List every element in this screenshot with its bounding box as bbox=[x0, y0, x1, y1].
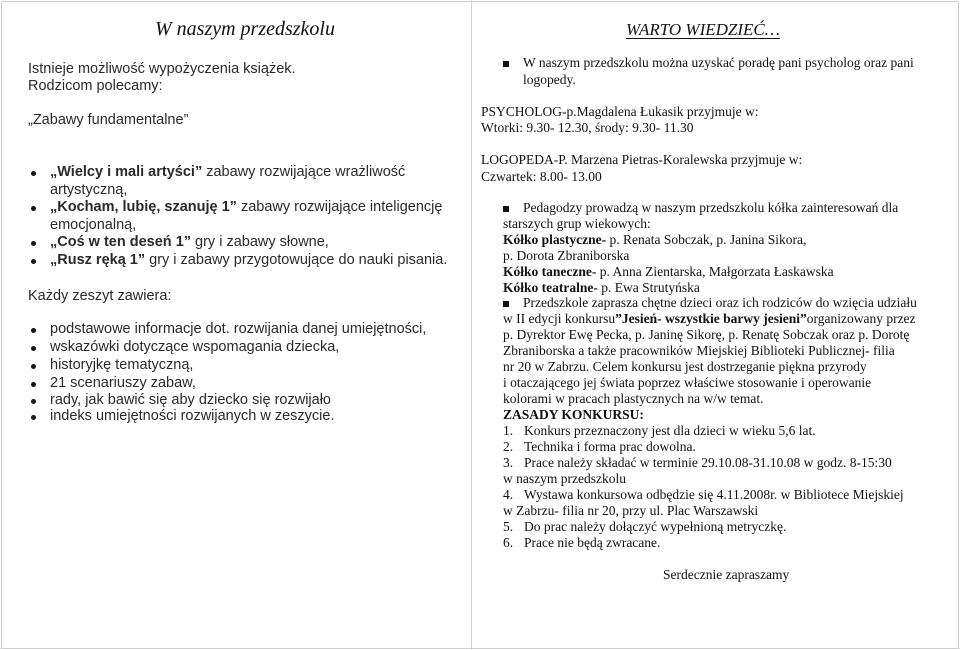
advice-text: W naszym przedszkolu można uzyskać poradę pani psycholog oraz pani bbox=[523, 55, 914, 70]
bullet-icon bbox=[31, 171, 36, 176]
notebook-heading: Każdy zeszyt zawiera: bbox=[28, 288, 172, 304]
rule-text-cont: w naszym przedszkolu bbox=[503, 471, 626, 486]
rule-text: Konkurs przeznaczony jest dla dzieci w wieku 5,6 lat. bbox=[524, 423, 816, 438]
psychologist-info bbox=[481, 104, 758, 120]
bullet-icon bbox=[31, 382, 36, 387]
list-item: podstawowe informacje dot. rozwijania danej umiejętności, bbox=[50, 321, 427, 337]
club-dance bbox=[503, 264, 834, 280]
club-art-leaders-cont: p. Dorota Zbraniborska bbox=[503, 248, 630, 263]
right-title: WARTO WIEDZIEĆ… bbox=[626, 20, 780, 39]
rule-text: Technika i forma prac dowolna. bbox=[524, 439, 696, 454]
club-art-leaders: p. Renata Sobczak, p. Janina Sikora, bbox=[606, 232, 807, 247]
club-theatre-label: Kółko teatralne- bbox=[503, 280, 598, 295]
psychologist-text: p.Magdalena Łukasik przyjmuje w: bbox=[566, 104, 759, 119]
contest-text-line bbox=[503, 311, 916, 327]
game-description: zabawy rozwijające inteligencję bbox=[236, 199, 443, 215]
club-art bbox=[503, 232, 806, 248]
list-item: historyjkę tematyczną, bbox=[50, 357, 194, 373]
game-title: „Kocham, lubię, szanuję 1” bbox=[50, 199, 237, 215]
intro-text: Istnieje możliwość wypożyczenia książek. bbox=[28, 61, 296, 77]
game-title: „Coś w ten deseń 1” bbox=[50, 234, 192, 250]
square-bullet-icon bbox=[503, 61, 509, 67]
game-description-cont: artystyczną, bbox=[50, 182, 128, 198]
left-title: W naszym przedszkolu bbox=[155, 18, 335, 40]
contest-text: Przedszkole zaprasza chętne dzieci oraz ich rodziców do wzięcia udziału bbox=[523, 295, 917, 310]
rule-number: 6. bbox=[503, 535, 514, 550]
speech-therapist-label: LOGOPEDA- bbox=[481, 152, 559, 167]
contest-text-line: nr 20 w Zabrzu. Celem konkursu jest dostrzeganie piękna przyrody bbox=[503, 359, 867, 374]
club-art-label: Kółko plastyczne- bbox=[503, 232, 607, 247]
list-item bbox=[50, 164, 405, 180]
game-title: „Wielcy i mali artyści” bbox=[50, 164, 203, 180]
psychologist-hours: Wtorki: 9.30- 12.30, środy: 9.30- 11.30 bbox=[481, 120, 694, 135]
closing-text: Serdecznie zapraszamy bbox=[663, 567, 790, 582]
recommend-text: Rodzicom polecamy: bbox=[28, 78, 163, 94]
list-item: rady, jak bawić się aby dziecko się rozwijało bbox=[50, 392, 331, 408]
rules-heading: ZASADY KONKURSU: bbox=[503, 407, 644, 422]
advice-text-cont: logopedy. bbox=[523, 72, 576, 87]
game-description: gry i zabawy słowne, bbox=[191, 234, 329, 250]
psychologist-label: PSYCHOLOG- bbox=[481, 104, 567, 119]
game-description: gry i zabawy przygotowujące do nauki pisania. bbox=[145, 252, 448, 268]
book-series-title: „Zabawy fundamentalne” bbox=[28, 112, 189, 128]
game-description: zabawy rozwijające wrażliwość bbox=[202, 164, 406, 180]
list-item: indeks umiejętności rozwijanych w zeszycie. bbox=[50, 408, 335, 424]
rule-text: Prace należy składać w terminie 29.10.08-31.10.08 w godz. 8-15:30 bbox=[524, 455, 892, 470]
game-title: „Rusz ręką 1” bbox=[50, 252, 146, 268]
rule-text: Do prac należy dołączyć wypełnioną metryczkę. bbox=[524, 519, 787, 534]
column-divider bbox=[471, 0, 472, 650]
rule-number: 1. bbox=[503, 423, 514, 438]
rule-text: Wystawa konkursowa odbędzie się 4.11.2008r. w Bibliotece Miejskiej bbox=[524, 487, 904, 502]
contest-text-line: kolorami w pracach plastycznych na w/w temat. bbox=[503, 391, 764, 406]
rule-number: 2. bbox=[503, 439, 514, 454]
square-bullet-icon bbox=[503, 206, 509, 212]
speech-therapist-hours: Czwartek: 8.00- 13.00 bbox=[481, 169, 602, 184]
contest-text-part: w II edycji konkursu bbox=[503, 311, 616, 326]
clubs-intro-cont: starszych grup wiekowych: bbox=[503, 216, 651, 231]
contest-text-line: i otaczającego jej świata poprzez właściwe stosowanie i operowanie bbox=[503, 375, 872, 390]
list-item bbox=[50, 199, 442, 215]
club-dance-label: Kółko taneczne- bbox=[503, 264, 597, 279]
list-item: 21 scenariuszy zabaw, bbox=[50, 375, 196, 391]
club-dance-leaders: p. Anna Zientarska, Małgorzata Łaskawska bbox=[596, 264, 834, 279]
bullet-icon bbox=[31, 259, 36, 264]
speech-therapist-info bbox=[481, 152, 802, 168]
rule-number: 3. bbox=[503, 455, 514, 470]
list-item bbox=[50, 234, 329, 250]
list-item bbox=[50, 252, 447, 268]
bullet-icon bbox=[31, 206, 36, 211]
club-theatre-leaders: p. Ewa Strutyńska bbox=[597, 280, 700, 295]
club-theatre bbox=[503, 280, 700, 296]
contest-text-part: organizowany przez bbox=[806, 311, 916, 326]
contest-text-line: p. Dyrektor Ewę Pecka, p. Janinę Sikorę, p. Renatę Sobczak oraz p. Dorotę bbox=[503, 327, 910, 342]
bullet-icon bbox=[31, 241, 36, 246]
rule-number: 5. bbox=[503, 519, 514, 534]
bullet-icon bbox=[31, 415, 36, 420]
bullet-icon bbox=[31, 328, 36, 333]
bullet-icon bbox=[31, 364, 36, 369]
rule-text: Prace nie będą zwracane. bbox=[524, 535, 661, 550]
speech-therapist-text: P. Marzena Pietras-Koralewska przyjmuje w: bbox=[558, 152, 803, 167]
game-description-cont: emocjonalną, bbox=[50, 217, 137, 233]
bullet-icon bbox=[31, 346, 36, 351]
square-bullet-icon bbox=[503, 301, 509, 307]
bullet-icon bbox=[31, 399, 36, 404]
list-item: wskazówki dotyczące wspomagania dziecka, bbox=[50, 339, 340, 355]
rule-text-cont: w Zabrzu- filia nr 20, przy ul. Plac Warszawski bbox=[503, 503, 759, 518]
rule-number: 4. bbox=[503, 487, 514, 502]
clubs-intro: Pedagodzy prowadzą w naszym przedszkolu kółka zainteresowań dla bbox=[523, 200, 899, 215]
contest-name: ”Jesień- wszystkie barwy jesieni” bbox=[615, 311, 807, 326]
contest-text-line: Zbraniborska a także pracowników Miejskiej Biblioteki Publicznej- filia bbox=[503, 343, 895, 358]
